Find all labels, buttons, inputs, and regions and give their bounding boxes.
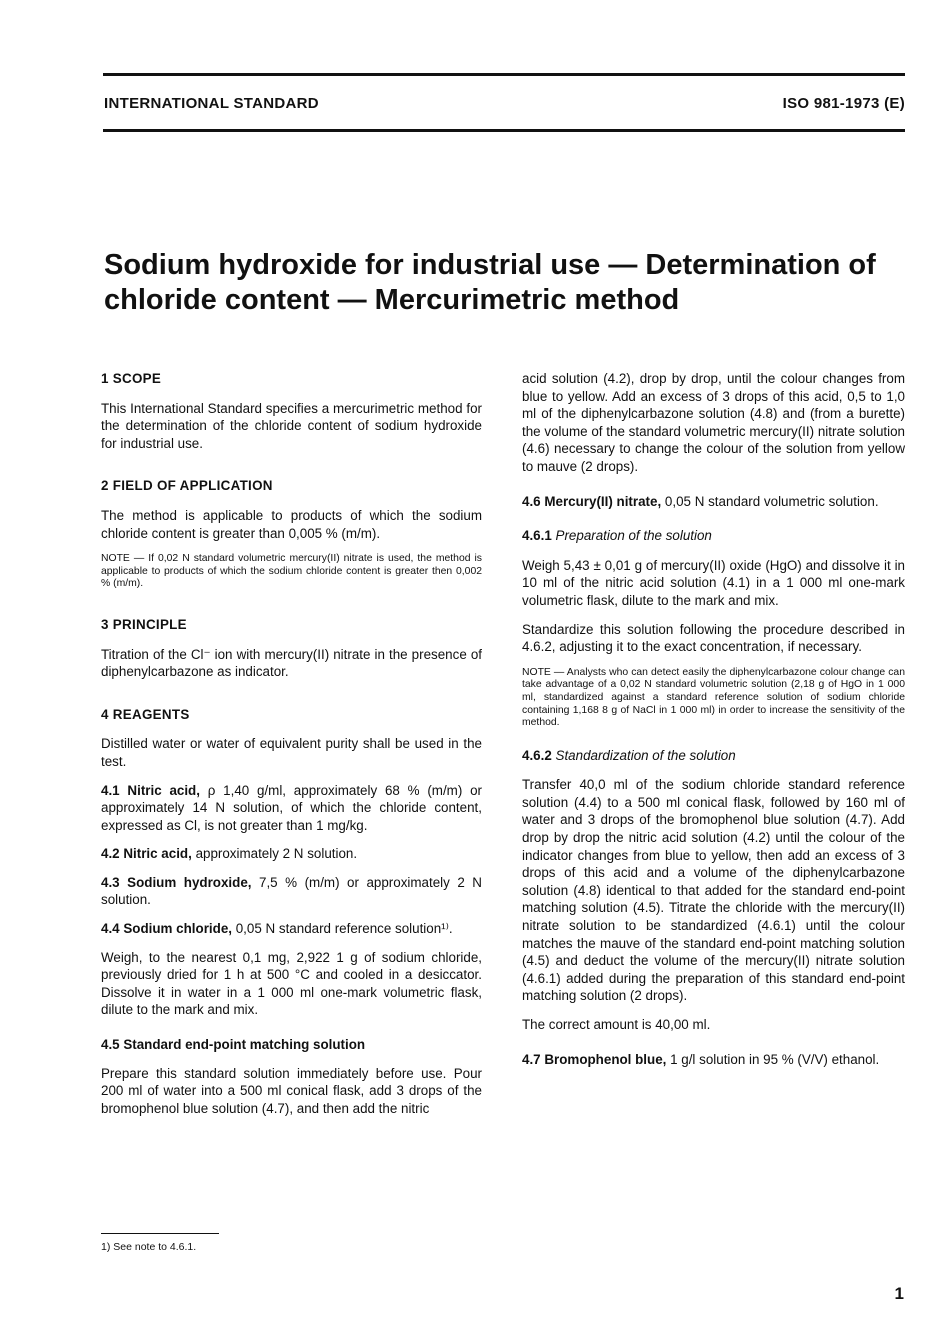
section-4-heading: 4 REAGENTS: [101, 706, 190, 722]
reagent-4-7-number: 4.7: [522, 1051, 541, 1067]
subsection-4-6-2-number: 4.6.2: [522, 747, 552, 763]
section-2-text: The method is applicable to products of which the sodium chloride content is greater than 0,005 % (m/m).: [101, 507, 482, 541]
reagent-4-1-number: 4.1: [101, 782, 120, 798]
section-2-note: NOTE — If 0,02 N standard volumetric mercury(II) nitrate is used, the method is applicable to products of which the sodium chloride content is greater then 0,002 % (m/m).: [101, 553, 482, 590]
reagent-4-1: [101, 782, 482, 835]
section-2-heading: 2 FIELD OF APPLICATION: [101, 478, 273, 494]
reagent-4-1-text: ρ 1,40 g/ml, approximately 68 % (m/m) or approximately 14 N solution, of which the chloride content, expressed as Cl, is not greater than 1 mg/kg.: [101, 782, 482, 833]
reagent-4-7: [522, 1051, 905, 1069]
header-top-rule: [103, 73, 905, 76]
reagent-4-3-text: 7,5 % (m/m) or approximately 2 N solution.: [101, 874, 482, 908]
reagent-4-6-name: Mercury(II) nitrate,: [544, 493, 662, 509]
section-4-text: Distilled water or water of equivalent purity shall be used in the test.: [101, 736, 482, 769]
reagent-4-5-heading-text: 4.5 Standard end-point matching solution: [101, 1037, 366, 1053]
reagent-4-6-text: 0,05 N standard volumetric solution.: [664, 493, 879, 509]
reagent-4-7-name: Bromophenol blue,: [544, 1051, 667, 1067]
reagent-4-4-text: 0,05 N standard reference solution¹⁾.: [235, 921, 453, 937]
header-bottom-rule: [103, 129, 905, 132]
subsection-4-6-2-para-1: Transfer 40,0 ml of the sodium chloride standard reference solution (4.4) to a 500 ml conical flask, followed by 160 ml of water and 3 drops of the bromophenol blue solution (4.7). Add drop by drop the nitric acid solution (4.2) until the colour of the indicator changes from blue to yellow, then add an excess of 3 drops of this acid and a volume of the diphenylcarbazone solution (4.8) identical to that added for the standard end-point matching solution (4.5). Titrate the chloride with the mercury(II) nitrate solution to be standardized (4.6.1) until the colour matches the mauve of the standard end-point matching solution (4.5) and deduct the volume of the mercury(II) nitrate solution (4.6.1) added during the preparation of this standard end-point matching solution (2 drops).: [522, 777, 905, 1004]
page-number: 1: [894, 1284, 904, 1303]
subsection-4-6-1-para-1: Weigh 5,43 ± 0,01 g of mercury(II) oxide (HgO) and dissolve it in 10 ml of the nitric acid solution (4.1) in a 1 000 ml one-mark volumetric flask, dilute to the mark and mix.: [522, 557, 905, 608]
reagent-4-4-procedure: Weigh, to the nearest 0,1 mg, 2,922 1 g of sodium chloride, previously dried for 1 h at 500 °C and cooled in a desiccator. Dissolve it in water in a 1 000 ml one-mark volumetric flask, dilute to the mark and mix.: [101, 949, 482, 1018]
subsection-4-6-1-title: Preparation of the solution: [555, 528, 712, 544]
reagent-4-4: [101, 920, 482, 938]
subsection-4-6-2-heading: [522, 747, 905, 765]
section-1-text: This International Standard specifies a mercurimetric method for the determination of the chloride content of sodium hydroxide for industrial use.: [101, 400, 482, 451]
section-3-heading: 3 PRINCIPLE: [101, 616, 187, 632]
section-3-text: Titration of the Cl⁻ ion with mercury(II) nitrate in the presence of diphenylcarbazone as indicator.: [101, 646, 482, 680]
reagent-4-4-name: Sodium chloride,: [123, 921, 232, 937]
title-line-2: chloride content — Mercurimetric method: [104, 284, 680, 316]
reagent-4-6-number: 4.6: [522, 493, 541, 509]
header-standard-label: INTERNATIONAL STANDARD: [104, 95, 319, 112]
reagent-4-5-procedure: Prepare this standard solution immediately before use. Pour 200 ml of water into a 500 ml conical flask, add 3 drops of the bromophenol blue solution (4.7), and then add the nitric: [101, 1065, 482, 1116]
reagent-4-6: [522, 493, 905, 511]
reagent-4-4-number: 4.4: [101, 921, 120, 937]
title-line-1: Sodium hydroxide for industrial use — Determination of: [104, 249, 876, 281]
footnote: 1) See note to 4.6.1.: [101, 1241, 197, 1253]
reagent-4-2: [101, 845, 482, 863]
header-document-number: ISO 981-1973 (E): [782, 95, 905, 112]
reagent-4-1-name: Nitric acid,: [127, 782, 200, 798]
right-column: [522, 370, 905, 1079]
subsection-4-6-1-number: 4.6.1: [522, 528, 552, 544]
left-column: [101, 370, 482, 1128]
footnote-rule: [101, 1233, 219, 1234]
subsection-4-6-2-para-2: The correct amount is 40,00 ml.: [522, 1017, 711, 1032]
subsection-4-6-1-heading: [522, 527, 905, 545]
reagent-4-3: [101, 874, 482, 909]
reagent-4-5-heading: [101, 1036, 482, 1054]
section-1-heading: 1 SCOPE: [101, 371, 162, 386]
document-title: [104, 248, 904, 318]
reagent-4-3-number: 4.3: [101, 874, 120, 890]
reagent-4-2-text: approximately 2 N solution.: [195, 846, 358, 862]
subsection-4-6-1-para-2: Standardize this solution following the procedure described in 4.6.2, adjusting it to the exact concentration, if necessary.: [522, 621, 905, 655]
reagent-4-5-continued: acid solution (4.2), drop by drop, until the colour changes from blue to yellow. Add an excess of 3 drops of this acid, 0,5 to 1,0 ml of the diphenylcarbazone solution (4.8) and (from a burette) the volume of the standard volumetric mercury(II) nitrate solution (4.6) necessary to change the colour of the solution from yellow to mauve (2 drops).: [522, 371, 905, 474]
subsection-4-6-1-note: NOTE — Analysts who can detect easily the diphenylcarbazone colour change can take advantage of a 0,02 N standard volumetric solution (2,18 g of HgO in 1 000 ml, standardized against a standard reference solution of sodium chloride containing 1,168 8 g of NaCl in 1 000 ml) in order to increase the sensitivity of the method.: [522, 666, 905, 729]
reagent-4-2-number: 4.2: [101, 846, 120, 862]
reagent-4-2-name: Nitric acid,: [123, 846, 192, 862]
reagent-4-3-name: Sodium hydroxide,: [127, 874, 252, 890]
subsection-4-6-2-title: Standardization of the solution: [555, 747, 736, 763]
reagent-4-7-text: 1 g/l solution in 95 % (V/V) ethanol.: [670, 1051, 880, 1067]
